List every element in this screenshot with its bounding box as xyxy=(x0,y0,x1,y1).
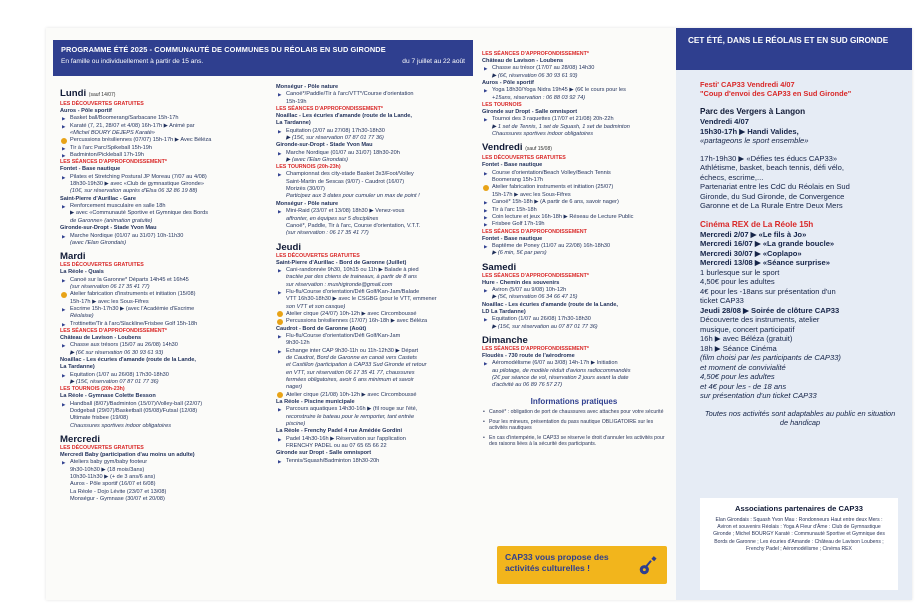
activity-item: ▶ Baptême de Poney (11/07 au 22/08) 16h-18h30 xyxy=(482,243,666,250)
day-name: Mercredi xyxy=(60,434,100,446)
closing-line: sur présentation d'un ticket CAP33 xyxy=(700,391,817,400)
cinema-title: Cinéma REX de La Réole 15h xyxy=(700,219,814,229)
closing-line: et moment de convivialité xyxy=(700,362,786,372)
activity-item: ▶ Marche Nordique (01/07 au 31/07) 18h30-20h xyxy=(276,150,472,157)
section-heading: LES SÉANCES D'APPROFONDISSEMENT* xyxy=(482,345,589,352)
activity-detail: Monségur - Gymnase (30/07 et 20/08) xyxy=(70,496,165,503)
activity-item: ▶ Tennis/Squash/Badminton 18h30-20h xyxy=(276,458,472,465)
activity-detail: ▶ (15€, sur réservation au 07 87 01 77 36) xyxy=(492,323,598,330)
defis-line: Athlétisme, basket, beach tennis, défi vélo, xyxy=(700,163,844,172)
venue-label: Gironde-sur-Dropt - Stade Yvon Mau xyxy=(276,142,373,149)
activity-item: ▶ Tir à l'arc 15h-18h xyxy=(482,207,666,214)
section-heading: LES SÉANCES D'APPROFONDISSEMENT* xyxy=(482,272,589,279)
activity-item: ▶ Renforcement musculaire en salle 18h xyxy=(60,203,266,210)
day-note: (sauf 15/08) xyxy=(525,146,552,153)
defis-line: échecs, escrime,... xyxy=(700,172,764,182)
activity-detail: +15ans, réservation : 06 88 03 92 74) xyxy=(492,94,586,101)
cinema-line: 1 burlesque sur le sport xyxy=(700,267,780,277)
activity-detail: FRENCHY PADEL ou au 07 65 65 66 22 xyxy=(286,443,387,450)
activity-detail: Chaussures sportives indoor obligatoires xyxy=(492,131,594,138)
program-title: PROGRAMME ÉTÉ 2025 - COMMUNAUTÉ DE COMMUNES DU RÉOLAIS EN SUD GIRONDE xyxy=(61,45,386,54)
venue-label: Mercredi Baby (participation d'au moins un adulte) xyxy=(60,452,195,459)
activity-detail: ▶ (15€, réservation 07 87 01 77 36) xyxy=(70,379,159,385)
program-dates: du 7 juillet au 22 août xyxy=(402,58,465,65)
activity-detail: Morizès (30/07) xyxy=(286,186,325,193)
activity-detail: affronter, en équipes sur 5 disciplines xyxy=(286,215,379,222)
venue-label: La Réole - Frenchy Padel 4 rue Amédée Gordini xyxy=(276,428,402,435)
venue-label: Monségur - Pôle nature xyxy=(276,84,339,90)
venue-label: La Tardanne) xyxy=(276,120,311,127)
section-heading: LES SÉANCES D'APPROFONDISSEMENT* xyxy=(482,51,589,57)
day-heading xyxy=(482,262,666,273)
partners-title: Associations partenaires de CAP33 xyxy=(735,504,863,513)
day-name: Vendredi xyxy=(482,142,523,154)
closing-line: 18h ▶ Séance Cinéma xyxy=(700,343,777,353)
cinema-line: Mercredi 2/07 ▶ «Le fils à Jo» xyxy=(700,229,807,239)
activity-item: ▶ Frisbee Golf 17h-19h xyxy=(482,221,666,228)
activity-detail: ▶ (15€, sur réservation 07 87 01 77 36) xyxy=(286,135,384,142)
activity-detail: de Caudrot, Bord de Garonne en canoë vers Castets xyxy=(286,355,417,361)
activity-item: ▶ Flu-flu/Course d'orientation/Défi Golf/Kan-Jam xyxy=(276,333,472,340)
venue-label: Auros - Pôle sportif xyxy=(60,108,112,114)
practical-info-title: Informations pratiques xyxy=(530,396,618,406)
activity-detail: ▶ avec «Communauté Sportive et Gymnique des Bords xyxy=(70,210,208,217)
venue-label: Caudrot - Bord de Garonne (Août) xyxy=(276,325,367,332)
venue-label: Fontet - Base nautique xyxy=(482,235,543,242)
activity-detail: 15h-17h ▶ avec les Sous-Fifres xyxy=(492,191,571,198)
activity-detail: Réolaise) xyxy=(70,313,94,320)
activity-item: ▶ Cani-randonnée 9h30, 10h15 ou 11h ▶ Balade à pied xyxy=(276,267,472,274)
partners-list: Elan Girondais : Squash Yvon Mau : Rondonneurs Haut entre deux Mers : Aviron et souvenirs Réolais : Yoga A Fleur d'Âme : Club de Gymnastique Gironde ; Michel BOURGY Karaté : Communauté Sportive et Gymnique des Bords de Garonne ; Les écuries d'Amande : Château de Lavison Loubens ; Frenchy Padel ; Aéromodélisme ; Cinéma REX xyxy=(713,517,885,552)
activity-detail: Participez aux 3 dates pour cumuler un max de point ! xyxy=(286,193,420,200)
defis-line: Garonne et de La Rurale Entre Deux Mers xyxy=(700,201,843,210)
day-note: (sauf 14/07) xyxy=(88,92,116,98)
day-name: Lundi xyxy=(60,88,87,99)
activity-detail: La Réole - Dojo Lévite (23/07 et 13/08) xyxy=(70,488,167,495)
venue-label: Saint-Pierre d'Aurillac - Bord de Garonne (Juillet) xyxy=(276,259,407,266)
activity-item: ▶ Flu-flu/Course d'orientation/Défi Golf/Kan-Jam/Balade xyxy=(276,289,472,296)
section-heading: LES DÉCOUVERTES GRATUITES xyxy=(60,262,144,269)
day-name: Dimanche xyxy=(482,334,528,346)
schedule-column-1 xyxy=(60,84,266,503)
info-item: • Pour les mineurs, présentation du pass nautique OBLIGATOIRE sur les activités nautiques xyxy=(482,419,666,432)
venue-label: Château de Lavison - Loubens xyxy=(60,334,142,341)
activity-detail: Dodgeball (29/07)/Basketball (05/08)/Futsal (12/08) xyxy=(70,408,198,415)
activity-item: ▶ Padel 14h30-16h ▶ Réservation sur l'application xyxy=(276,436,472,443)
activity-detail: Auros - Pôle sportif (16/07 et 6/08) xyxy=(70,481,156,488)
activity-detail: VTT 16h30-18h30 ▶ avec le CSGBG (pour le VTT, emmener xyxy=(286,296,437,303)
venue-label: Monségur - Pôle nature xyxy=(276,200,339,207)
section-heading: LES TOURNOIS (20h-23h) xyxy=(60,386,125,393)
culture-activity-item: Percussions brésiliennes (07/07) 15h-17h ▶ Avec Béléza xyxy=(60,137,266,144)
closing-line: et 4€ pour les - de 18 ans xyxy=(700,381,787,391)
activity-detail: 9h30-10h30 ▶ (18 mois/3ans) xyxy=(70,466,145,473)
section-heading: LES DÉCOUVERTES GRATUITES xyxy=(60,445,144,452)
venue-label: La Réole - Gymnase Colette Besson xyxy=(60,393,156,400)
activity-detail: ▶ (5€, réservation 06 34 66 47 15) xyxy=(492,294,578,301)
festi-subtitle: "Coup d'envoi des CAP33 en Sud Gironde" xyxy=(700,89,852,98)
activity-item: ▶ Ateliers baby gym/baby footeur xyxy=(60,459,266,466)
parc-line: «partageons le sport ensemble» xyxy=(700,136,809,145)
activity-item: ▶ Pilates et Stretching Postural JP Moreau (7/07 au 4/08) xyxy=(60,174,266,181)
parc-line: 15h30-17h ▶ Handi Valides, xyxy=(700,126,799,136)
activity-detail: d'activité au 06 89 76 57 27) xyxy=(492,382,563,389)
activity-detail: (2€ par séance de vol, réservation 2 jours avant la date xyxy=(492,375,629,381)
venue-label: Noaillac - Les écuries d'amande (route de la Lande, xyxy=(276,113,412,120)
festi-title: Festi' CAP33 Vendredi 4/07 xyxy=(700,80,795,89)
cinema-line: 4€ pour les -18ans sur présentation d'un xyxy=(700,286,836,296)
section-heading: LES SÉANCES D'APPROFONDISSEMENT* xyxy=(60,159,167,166)
venue-label: Saint-Pierre d'Aurillac - Gare xyxy=(60,195,136,202)
closing-line: musique, concert participatif xyxy=(700,324,795,334)
activity-detail: Saint-Martin de Sescas (9/07) - Caudrot (16/07) xyxy=(286,178,405,185)
activity-detail: piscine) xyxy=(286,421,306,428)
day-heading xyxy=(60,88,266,101)
section-heading: LES DÉCOUVERTES GRATUITES xyxy=(60,101,144,107)
cinema-line: Mercredi 13/08 ▶ «Séance surprise» xyxy=(700,258,830,267)
activity-item: ▶ Basket ball/Boomerang/Sarbacane 15h-17h xyxy=(60,115,266,122)
activity-item: ▶ Mini-Raid (23/07 et 13/08) 18h30 ▶ Venez-vous xyxy=(276,208,472,215)
activity-detail: sur réservation : mushigironde@gmail.com xyxy=(286,281,393,288)
venue-label: Fontet - Base nautique xyxy=(60,166,121,173)
venue-label: La Réole - Piscine municipale xyxy=(276,399,355,406)
activity-item: ▶ Équitation (1/07 au 26/08) 17h30-18h30 xyxy=(482,316,666,323)
activity-detail: de Garonne» (animation gratuite) xyxy=(70,217,153,224)
section-heading: LES TOURNOIS xyxy=(482,102,522,109)
day-heading xyxy=(60,434,266,445)
activity-detail: (sur réservation : 06 17 35 41 77) xyxy=(286,230,369,237)
activity-detail: 9h30-12h xyxy=(286,340,310,347)
summer-events-body xyxy=(700,80,900,427)
day-heading xyxy=(60,251,266,262)
schedule-column-3 xyxy=(482,51,666,451)
activity-item: ▶ Handball (8/07)/Badminton (15/07)/Volley-ball (22/07) xyxy=(60,401,266,408)
day-name: Mardi xyxy=(60,251,86,263)
activity-item: ▶ Équitation (1/07 au 26/08) 17h30-18h30 xyxy=(60,372,266,379)
activity-item: ▶ Aéromodélisme (6/07 au 3/08) 14h-17h ▶ Initiation xyxy=(482,360,666,367)
day-heading xyxy=(276,242,472,253)
day-heading xyxy=(482,142,666,155)
section-heading: LES SÉANCES D'APPROFONDISSEMENT xyxy=(482,228,587,235)
activity-detail: Canoë*, Paddle, Tir à l'arc, Course d'orientation, V.T.T. xyxy=(286,222,421,229)
section-heading: LES SÉANCES D'APPROFONDISSEMENT* xyxy=(276,106,383,113)
activity-detail: (avec l'Elan Girondais) xyxy=(70,239,127,246)
activity-detail: ▶ (avec l'Elan Girondais) xyxy=(286,157,348,164)
activity-item: ▶ Chasse aux trésors (15/07 au 26/08) 14h30 xyxy=(60,342,266,349)
day-name: Samedi xyxy=(482,261,517,273)
activity-detail: 10h30-11h30 ▶ (+ de 3 ans/6 ans) xyxy=(70,474,156,481)
activity-detail: 15h-19h xyxy=(286,98,307,105)
culture-activity-item: Atelier cirque (24/07) 10h-12h ▶ avec Circomboussé xyxy=(276,311,472,318)
activity-detail: nager) xyxy=(286,384,303,391)
activity-item: ▶ Canoë sur la Garonne* Départs 14h45 et 16h45 xyxy=(60,277,266,284)
activity-detail: en VTT, sur réservation 06 17 35 41 77, chaussures xyxy=(286,369,415,376)
practical-info xyxy=(482,398,666,448)
parc-date: Vendredi 4/07 xyxy=(700,117,749,126)
activity-detail: son VTT et son casque) xyxy=(286,303,346,310)
activity-detail: ▶ (6€, réservation 06 30 93 61 93) xyxy=(492,72,578,79)
summer-events-title: CET ÉTÉ, DANS LE RÉOLAIS ET EN SUD GIRONDE xyxy=(688,36,889,45)
defis-line: 17h-19h30 ▶ «Défies tes éducs CAP33» xyxy=(700,153,838,163)
activity-detail: tractée par des chiens de traineaux, à partir de 8 ans xyxy=(286,274,417,281)
activity-detail: (10€, sur réservation auprès d'Elsa 06 32 86 19 88) xyxy=(70,188,198,195)
activity-detail: et Castillon (participation à CAP33 Sud Gironde et retour xyxy=(286,362,427,369)
activity-detail: au pilotage, de modèle réduit d'avions radiocommandés xyxy=(492,367,631,374)
program-subtitle: En famille ou individuellement à partir de 15 ans. xyxy=(61,58,204,65)
program-banner xyxy=(53,40,473,76)
venue-label: Fontet - Base nautique xyxy=(482,162,543,169)
activity-detail: Boomerang 15h-17h xyxy=(492,177,544,184)
day-heading xyxy=(482,335,666,346)
cinema-line: ticket CAP33 xyxy=(700,296,744,305)
activity-item: ▶ Escrime 15h-17h30 ▶ (avec l'Académie d'Escrime xyxy=(60,306,266,313)
closing-line: (film choisi par les participants de CAP33) xyxy=(700,353,841,362)
activity-item: ▶ Championnat des city-stade Basket 3x3/Foot/Volley xyxy=(276,171,472,178)
section-heading: LES TOURNOIS (20h-23h) xyxy=(276,164,341,171)
activity-item: ▶ Chasse au trésor (17/07 au 28/08) 14h30 xyxy=(482,65,666,72)
cinema-line: 4,50€ pour les adultes xyxy=(700,277,775,286)
activity-item: ▶ Trottinette/Tir à l'arc/Slackline/Frisbee Golf 15h-18h xyxy=(60,321,266,328)
activity-item: ▶ Coin lecture et jeux 16h-18h ▶ Réseau de Lecture Public xyxy=(482,214,666,221)
activity-item: ▶ Marche Nordique (01/07 au 31/07) 10h-11h30 xyxy=(60,233,266,240)
venue-label: Gironde-sur-Dropt - Stade Yvon Mau xyxy=(60,225,157,232)
venue-label: La Réole - Quais xyxy=(60,269,104,276)
activity-detail: Chaussures sportives indoor obligatoires xyxy=(70,422,172,429)
defis-line: Gironde, du Sud Gironde, de Convergence xyxy=(700,191,845,201)
venue-label: Auros - Pôle sportif xyxy=(482,80,534,87)
venue-label: La Tardanne) xyxy=(60,364,95,371)
closing-line: Découverte des instruments, atelier xyxy=(700,315,820,324)
day-name: Jeudi xyxy=(276,241,302,253)
activity-detail: «Michel BOURY DEJEPS Karaté» xyxy=(70,130,155,137)
closing-line: 4,50€ pour les adultes xyxy=(700,372,775,381)
activity-item: ▶ Équitation (2/07 au 27/08) 17h30-18h30 xyxy=(276,128,472,135)
info-item: • Canoë* : obligation de port de chaussures avec attaches pour votre sécurité xyxy=(482,409,666,416)
activity-detail: reconstruire le bateau pour le remporter, tant entrée xyxy=(286,413,415,420)
activity-detail: ▶ (6 min, 5€ par pers) xyxy=(492,250,547,257)
culture-activity-item: Atelier fabrication instruments et initiation (25/07) xyxy=(482,184,666,191)
guitar-icon xyxy=(637,555,659,577)
activity-detail: fermées obligatoires, avoir 6 ans minimum et savoir xyxy=(286,377,414,384)
schedule-column-2 xyxy=(276,84,472,465)
activity-detail: ▶ (6€ sur réservation 06 30 93 61 93) xyxy=(70,349,164,356)
activity-detail: 15h-17h ▶ avec les Sous-Fifres xyxy=(70,298,149,305)
activity-detail: 18h30-19h30 ▶ avec «Club de gymnastique Gironde» xyxy=(70,181,204,188)
activity-item: ▶ Canoë* 15h-18h ▶ (À partir de 6 ans, savoir nager) xyxy=(482,199,666,206)
activity-item: ▶ Karaté (7, 21, 28/07 et 4/08) 16h-17h ▶ Animé par xyxy=(60,123,266,130)
culture-callout xyxy=(497,546,667,584)
closing-line: 16h ▶ avec Béléza (gratuit) xyxy=(700,334,793,343)
activity-item: ▶ Parcours aquatiques 14h30-16h ▶ (fil rouge sur l'été, xyxy=(276,406,472,413)
culture-activity-item: Atelier fabrication d'instruments et initiation (15/08) xyxy=(60,291,266,298)
activity-item: ▶ Canoë*/Paddle/Tir à l'arc/VTT*/Course d'orientation xyxy=(276,91,472,98)
activity-item: ▶ Badminton/Pickleball 17h-19h xyxy=(60,152,266,159)
culture-activity-item: Percussions brésiliennes (17/07) 16h-18h ▶ avec Béléza xyxy=(276,318,472,325)
activity-detail: Ultimate frisbee (19/08) xyxy=(70,415,129,422)
venue-label: Château de Lavison - Loubens xyxy=(482,58,564,64)
section-heading: LES DÉCOUVERTES GRATUITES xyxy=(482,155,566,162)
venue-label: Gironde sur Dropt - Salle omnisport xyxy=(482,109,578,116)
culture-activity-item: Atelier cirque (21/08) 10h-12h ▶ avec Circomboussé xyxy=(276,392,472,399)
closing-line: Jeudi 28/08 ▶ Soirée de clôture CAP33 xyxy=(700,305,840,315)
cinema-line: Mercredi 16/07 ▶ «La grande boucle» xyxy=(700,239,835,248)
activity-detail: ▶ 1 set de Tennis, 1 set de Squash, 1 set de badminton xyxy=(492,123,630,130)
venue-label: Hure - Chemin des souvenirs xyxy=(482,279,560,286)
venue-label: Floudès - 730 route de l'aérodrome xyxy=(482,352,575,359)
activity-item: ▶ Tir à l'arc Parc/Spikeball 15h-19h xyxy=(60,145,266,152)
activity-item: ▶ Aviron (5/07 au 9/08) 10h-12h xyxy=(482,287,666,294)
accessibility-note: Toutes nos activités sont adaptables au public en situation de handicap xyxy=(704,408,896,427)
venue-label: LD La Tardanne) xyxy=(482,308,526,315)
defis-line: Partenariat entre les CdC du Réolais en Sud xyxy=(700,182,850,191)
info-item: • En cas d'intempérie, le CAP33 se réserve le droit d'annuler les activités pour des raisons liées à la sécurité des participants. xyxy=(482,435,666,448)
culture-callout-text: CAP33 vous propose des activités culturelles ! xyxy=(505,552,609,573)
section-heading: LES DÉCOUVERTES GRATUITES xyxy=(276,252,360,259)
parc-title: Parc des Vergers à Langon xyxy=(700,107,806,116)
venue-label: Noaillac - Les écuries d'amande (route de la Lande, xyxy=(60,356,196,363)
activity-item: ▶ Yoga 18h30/Yoga Nidra 19h45 ▶ (6€ le cours pour les xyxy=(482,87,666,94)
section-heading: LES SÉANCES D'APPROFONDISSEMENT* xyxy=(60,327,167,334)
venue-label: Noaillac - Les écuries d'amande (route de la Lande, xyxy=(482,301,618,308)
activity-detail: (sur réservation 06 17 35 41 77) xyxy=(70,283,150,290)
venue-label: Gironde sur Dropt - Salle omnisport xyxy=(276,450,372,457)
activity-item: ▶ Course d'orientation/Beach Volley/Beach Tennis xyxy=(482,170,666,177)
activity-item: ▶ Échange inter CAP 9h30-11h ou 11h-12h30 ▶ Départ xyxy=(276,348,472,355)
cinema-line: Mercredi 30/07 ▶ «Coplapo» xyxy=(700,248,802,258)
activity-item: ▶ Tournoi des 3 raquettes (17/07 et 21/08) 20h-22h xyxy=(482,116,666,123)
summer-events-header xyxy=(676,28,912,70)
partners-box xyxy=(700,498,898,590)
